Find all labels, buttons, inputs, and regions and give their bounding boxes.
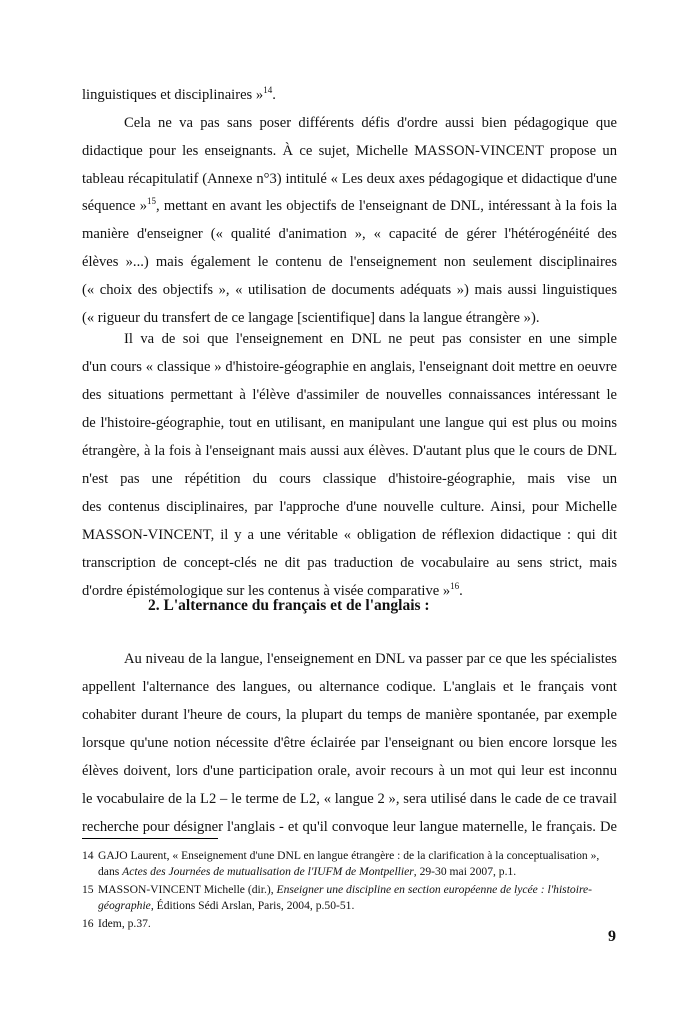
text-segment: n'est pas une répétition du cours classique d'histoire-géographie, mais vise un bbox=[82, 471, 617, 487]
text-line bbox=[82, 170, 617, 188]
text-segment: Idem, p.37. bbox=[98, 917, 151, 930]
text-segment: géographie bbox=[98, 899, 151, 912]
text-segment: (« rigueur du transfert de ce langage [scientifique] dans la langue étrangère »). bbox=[82, 310, 540, 326]
footnote-16-line bbox=[82, 917, 151, 931]
text-line bbox=[82, 734, 617, 752]
text-segment: le vocabulaire de la L2 – le terme de L2, « langue 2 », sera utilisé dans le cade de ce travail bbox=[82, 791, 617, 807]
text-line bbox=[82, 386, 617, 404]
text-segment: lorsque qu'une notion nécessite d'être éclairée par l'enseignant ou bien encore lorsque les bbox=[82, 735, 617, 751]
text-segment: Au niveau de la langue, l'enseignement en DNL va passer par ce que les spécialistes bbox=[124, 651, 617, 667]
text-segment: manière d'enseigner (« qualité d'animation », « capacité de gérer l'hétérogénéité des bbox=[82, 226, 617, 242]
text-segment: cohabiter durant l'heure de cours, la plupart du temps de manière spontanée, par exemple bbox=[82, 707, 617, 723]
text-segment: d'un cours « classique » d'histoire-géographie en anglais, l'enseignant doit mettre en oeuvre bbox=[82, 359, 617, 375]
text-line bbox=[82, 225, 617, 243]
text-segment: . bbox=[459, 583, 463, 599]
text-line bbox=[82, 281, 617, 299]
text-segment: recherche pour désigner l'anglais - et qu'il convoque leur langue maternelle, le français. De bbox=[82, 819, 617, 835]
text-segment: étrangère, à la fois à l'enseignant mais aussi aux élèves. D'autant plus que le cours de DNL bbox=[82, 443, 617, 459]
text-segment: MASSON-VINCENT, il y a une véritable « obligation de réflexion didactique : qui dit bbox=[82, 527, 617, 543]
text-line bbox=[82, 554, 617, 572]
text-line bbox=[82, 762, 617, 780]
text-segment: de l'histoire-géographie, tout en utilisant, en manipulant une langue qui est plus ou moins bbox=[82, 415, 617, 431]
text-line bbox=[124, 114, 617, 132]
text-segment: des situations permettant à l'élève d'assimiler de nouvelles connaissances intéressant le bbox=[82, 387, 617, 403]
footnote-number: 14 bbox=[82, 849, 94, 862]
text-line bbox=[82, 86, 617, 104]
text-line bbox=[82, 790, 617, 808]
text-segment: séquence » bbox=[82, 198, 148, 214]
footnote-reference[interactable]: 14 bbox=[263, 85, 273, 95]
footnote-number: 16 bbox=[82, 917, 94, 930]
text-segment: , Éditions Sédi Arslan, Paris, 2004, p.50-51. bbox=[150, 899, 355, 912]
text-line bbox=[82, 197, 617, 215]
text-line bbox=[82, 358, 617, 376]
footnote-number: 15 bbox=[82, 883, 94, 896]
text-line bbox=[82, 253, 617, 271]
text-segment: linguistiques et disciplinaires » bbox=[82, 87, 264, 103]
text-line bbox=[124, 650, 617, 668]
text-segment: dans bbox=[98, 865, 123, 878]
text-segment: GAJO Laurent, « Enseignement d'une DNL en langue étrangère : de la clarification à la conceptualisation », bbox=[98, 849, 600, 862]
text-line bbox=[82, 678, 617, 696]
text-line bbox=[82, 526, 617, 544]
text-segment: des contenus disciplinaires, par l'approche d'une nouvelle culture. Ainsi, pour Michelle bbox=[82, 499, 617, 515]
text-segment: . bbox=[272, 87, 276, 103]
text-line bbox=[82, 414, 617, 432]
footnote-15-line bbox=[98, 899, 354, 913]
text-segment: Il va de soi que l'enseignement en DNL ne peut pas consister en une simple bbox=[124, 331, 617, 347]
text-segment: élèves »...) mais également le contenu de l'enseignement non seulement disciplinaires bbox=[82, 254, 617, 270]
text-segment: (« choix des objectifs », « utilisation de documents adéquats ») mais aussi linguistiques bbox=[82, 282, 617, 298]
footnote-reference[interactable]: 15 bbox=[147, 197, 157, 206]
text-segment: transcription de concept-clés ne dit pas traduction de vocabulaire au sens strict, mais bbox=[82, 555, 617, 571]
footnote-reference[interactable]: 16 bbox=[450, 581, 460, 591]
text-segment: appellent l'alternance des langues, ou alternance codique. L'anglais et le français vont bbox=[82, 679, 617, 695]
text-line bbox=[124, 330, 617, 348]
text-segment: tableau récapitulatif (Annexe n°3) intitulé « Les deux axes pédagogique et didactique d'une bbox=[82, 171, 617, 187]
section-heading: 2. L'alternance du français et de l'anglais : bbox=[148, 597, 430, 614]
text-segment: didactique pour les enseignants. À ce sujet, Michelle MASSON-VINCENT propose un bbox=[82, 143, 617, 159]
text-segment: Cela ne va pas sans poser différents défis d'ordre aussi bien pédagogique que bbox=[124, 115, 617, 131]
text-line bbox=[82, 442, 617, 460]
text-line bbox=[82, 706, 617, 724]
text-segment: élèves doivent, lors d'une participation orale, avoir recours à un mot qui leur est inconnu bbox=[82, 763, 617, 779]
footnote-15-line bbox=[82, 883, 592, 897]
footnote-14-line bbox=[98, 865, 516, 879]
text-line bbox=[82, 470, 617, 488]
text-segment: MASSON-VINCENT Michelle (dir.), bbox=[98, 883, 277, 896]
text-segment: , mettant en avant les objectifs de l'enseignant de DNL, intéressant à la fois la bbox=[156, 198, 617, 214]
page-number: 9 bbox=[608, 928, 616, 945]
footnote-14-line bbox=[82, 849, 599, 863]
footnote-separator bbox=[82, 838, 218, 839]
text-line bbox=[82, 142, 617, 160]
text-segment: Actes des Journées de mutualisation de l'IUFM de Montpellier bbox=[122, 865, 414, 878]
text-segment: d'ordre épistémologique sur les contenus à visée comparative » bbox=[82, 583, 451, 599]
text-line bbox=[82, 818, 617, 836]
text-segment: , 29-30 mai 2007, p.1. bbox=[413, 865, 517, 878]
text-line bbox=[82, 498, 617, 516]
text-segment: Enseigner une discipline en section européenne de lycée : l'histoire- bbox=[276, 883, 593, 896]
text-line bbox=[82, 309, 617, 327]
